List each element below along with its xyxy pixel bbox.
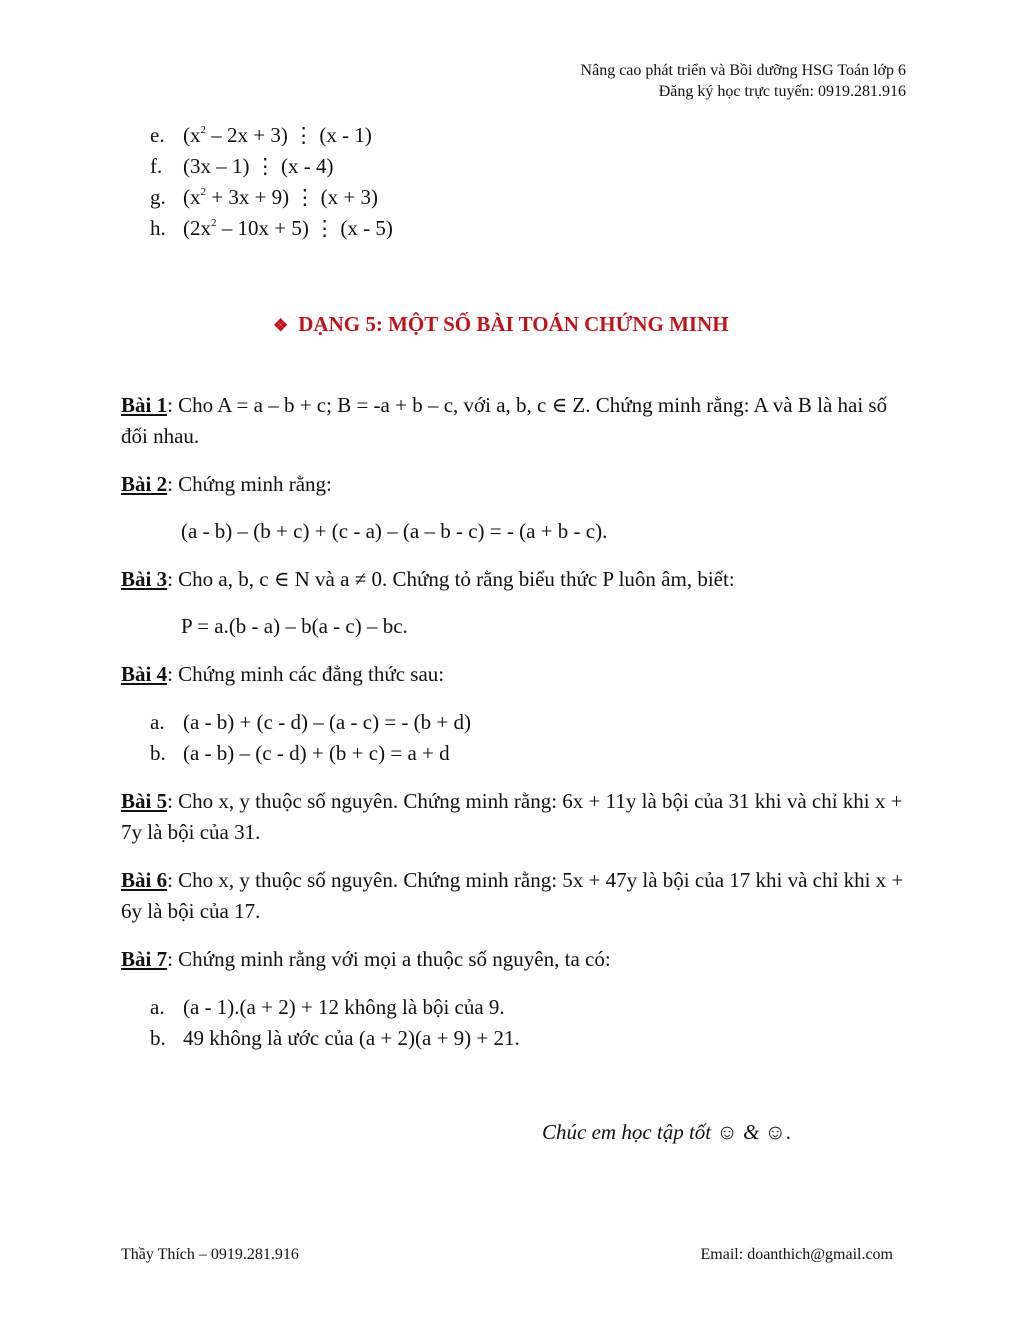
problem-4: Bài 4: Chứng minh các đẳng thức sau:	[121, 662, 445, 686]
list-item: a. (a - b) + (c - d) – (a - c) = - (b + d)	[150, 710, 471, 734]
diamond-bullet-icon: ❖	[273, 316, 289, 335]
footer-email: Email: doanthich@gmail.com	[700, 1246, 893, 1263]
section-heading	[273, 312, 729, 337]
closing-wish: Chúc em học tập tốt ☺ & ☺.	[542, 1120, 792, 1144]
list-item: f. (3x – 1) ⋮ (x - 4)	[150, 154, 334, 178]
header-course-title: Nâng cao phát triển và Bồi dưỡng HSG Toán lớp 6	[580, 62, 906, 79]
problem-7: Bài 7: Chứng minh rằng với mọi a thuộc số nguyên, ta có:	[121, 947, 611, 971]
problem-5: Bài 5: Cho x, y thuộc số nguyên. Chứng minh rằng: 6x + 11y là bội của 31 khi và chỉ khi x + 7y là bội của 31.	[121, 789, 903, 844]
list-item: b. 49 không là ước của (a + 2)(a + 9) + 21.	[150, 1026, 520, 1050]
problem-3: Bài 3: Cho a, b, c ∈ N và a ≠ 0. Chứng tỏ rằng biểu thức P luôn âm, biết:	[121, 567, 735, 591]
list-item: a. (a - 1).(a + 2) + 12 không là bội của 9.	[150, 995, 505, 1019]
problem-6: Bài 6: Cho x, y thuộc số nguyên. Chứng minh rằng: 5x + 47y là bội của 17 khi và chỉ khi x + 6y là bội của 17.	[121, 868, 904, 923]
footer-teacher: Thầy Thích – 0919.281.916	[121, 1246, 299, 1263]
list-item: e. $(x^2 - 2x + 3)$ ⋮ (x - 1)	[150, 123, 372, 147]
section-title: DẠNG 5: MỘT SỐ BÀI TOÁN CHỨNG MINH	[298, 312, 729, 336]
page-header	[581, 60, 906, 102]
problem-3-formula: P = a.(b - a) – b(a - c) – bc.	[181, 614, 408, 638]
problem-2: Bài 2: Chứng minh rằng:	[121, 472, 332, 496]
problem-2-formula: (a - b) – (b + c) + (c - a) – (a – b - c) = - (a + b - c).	[181, 519, 608, 543]
problem-1: Bài 1: Cho A = a – b + c; B = -a + b – c, với a, b, c ∈ Z. Chứng minh rằng: A và B là hai số đối nhau.	[121, 393, 888, 448]
list-item: b. (a - b) – (c - d) + (b + c) = a + d	[150, 741, 450, 765]
list-item: g. $(x^2 + 3x + 9)$ ⋮ (x + 3)	[150, 185, 379, 209]
header-registration: Đăng ký học trực tuyến: 0919.281.916	[658, 83, 906, 100]
list-item: h. $(2x^2 - 10x + 5)$ ⋮ (x - 5)	[150, 216, 393, 240]
